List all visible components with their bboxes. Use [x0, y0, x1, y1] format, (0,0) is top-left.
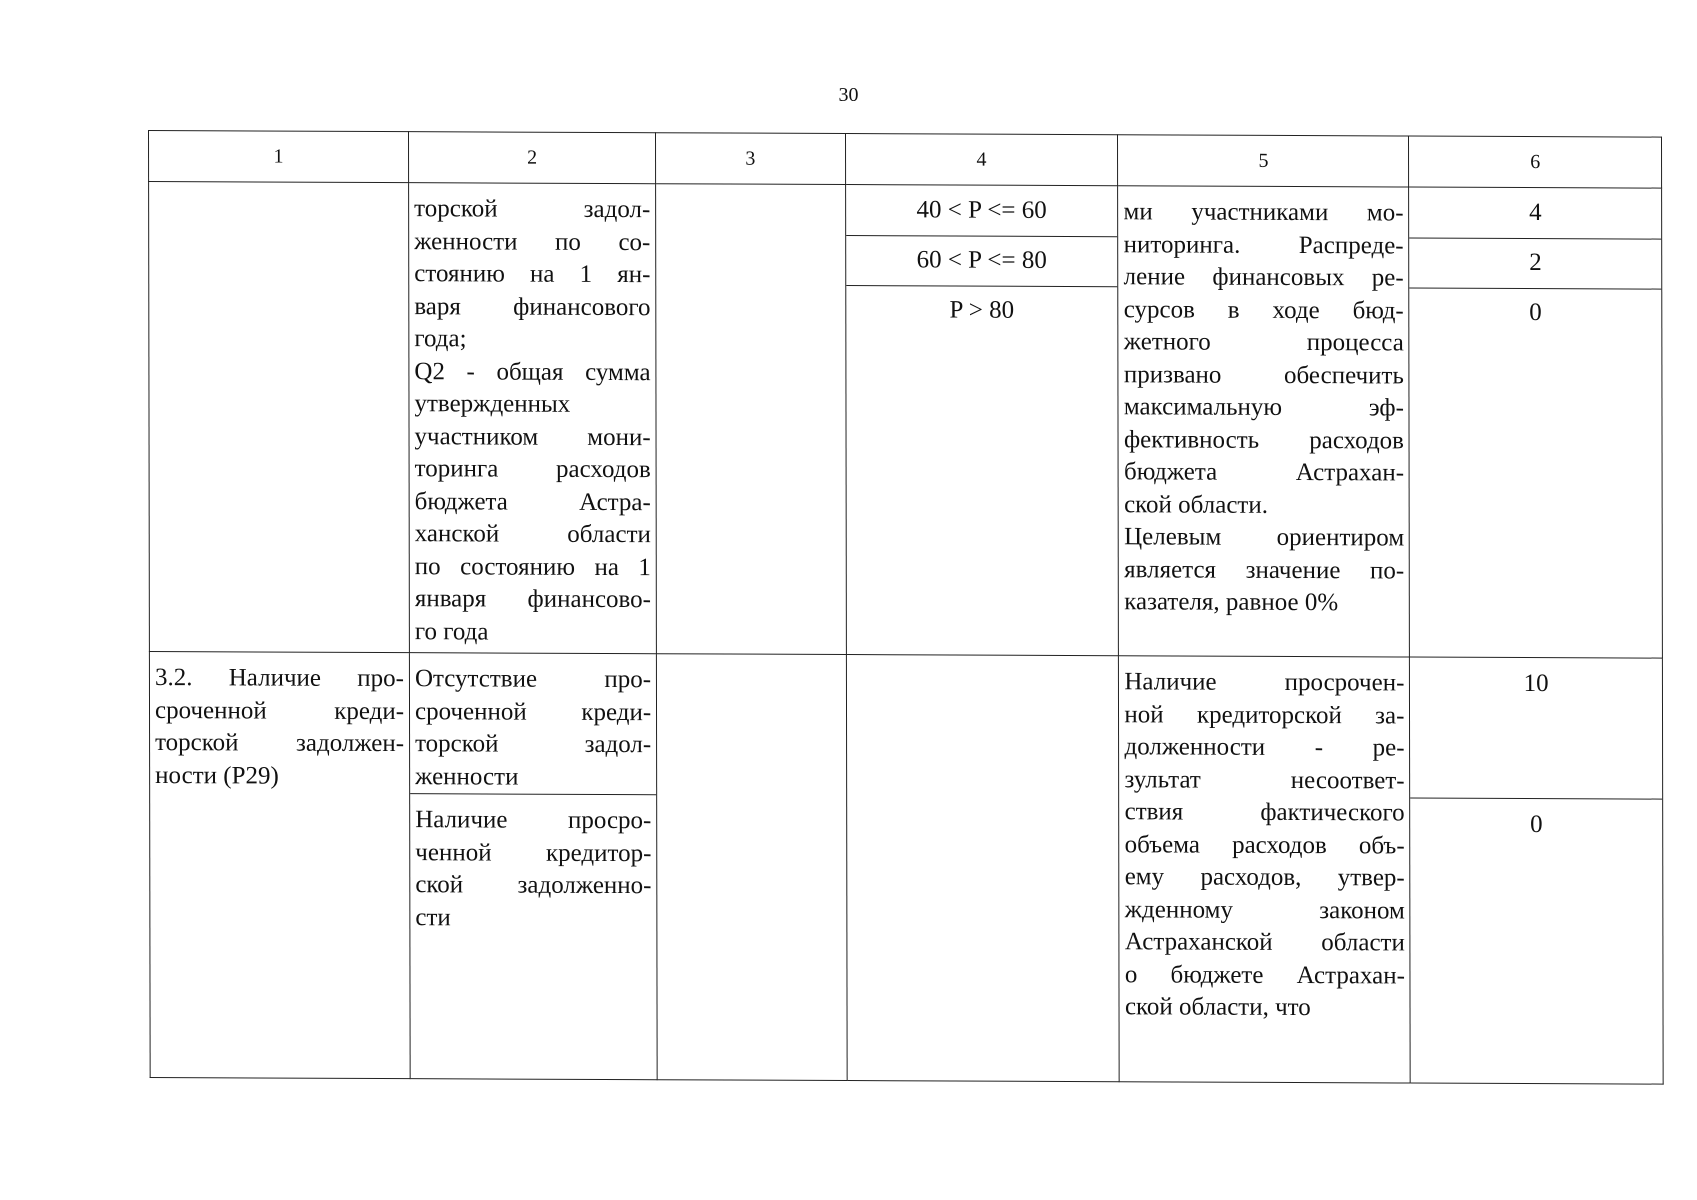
- text-line: бюджета Астрахан-: [1123, 458, 1405, 487]
- text-line: максимальную эф-: [1123, 393, 1404, 422]
- text-line: ности (P29): [155, 761, 279, 790]
- text-line: является значение по-: [1124, 555, 1405, 584]
- text-line: ской области.: [1124, 490, 1268, 519]
- scores-subtable: [1410, 188, 1662, 339]
- text-line: 3.2. Наличие про-: [154, 664, 404, 693]
- text-line: по состоянию на 1: [414, 552, 651, 581]
- text-line: жетного процесса: [1123, 328, 1404, 357]
- range-value: 60 < P <= 80: [846, 235, 1118, 286]
- range-value: P > 80: [949, 296, 1015, 324]
- text-line: ской задолженно-: [415, 871, 652, 900]
- text-line: казателя, равное 0%: [1124, 588, 1339, 617]
- row1-comment-cell: [1118, 186, 1410, 657]
- text-line: долженности - ре-: [1124, 733, 1405, 762]
- score-value: 2: [1410, 238, 1662, 289]
- row2-scores-cell: [1410, 657, 1663, 1084]
- text-line: торской задол-: [415, 730, 652, 759]
- header-cell-1: 1: [149, 131, 409, 183]
- header-cell-2: 2: [409, 132, 656, 184]
- row2-scores-subtable: [1410, 658, 1662, 1084]
- score-value: 10: [1410, 658, 1662, 799]
- row2-comment-cell: [1119, 656, 1411, 1083]
- text-line: го года: [414, 617, 489, 645]
- text-line: зультат несоответ-: [1124, 765, 1405, 794]
- text-line: призвано обеспечить: [1123, 360, 1404, 389]
- text-line: участником мони-: [414, 422, 651, 451]
- row1-col3-cell: [656, 184, 846, 655]
- row2-options-cell: [409, 653, 657, 1080]
- score-value: 4: [1410, 188, 1662, 239]
- text-line: варя финансового: [414, 292, 651, 321]
- text-line: ной кредиторской за-: [1124, 700, 1405, 729]
- options-subtable: [410, 653, 657, 1079]
- header-cell-3: 3: [656, 133, 845, 185]
- text-line: бюджета Астра-: [414, 487, 651, 516]
- row1-comment-text: [1123, 186, 1404, 620]
- text-line: сурсов в ходе бюд-: [1123, 295, 1404, 324]
- header-row: [149, 131, 1662, 189]
- text-line: женности по со-: [414, 227, 651, 256]
- ranges-subtable: [846, 185, 1118, 336]
- row1-scores-cell: [1409, 187, 1662, 658]
- row2-col4-cell: [846, 655, 1120, 1082]
- header-cell-4: 4: [845, 134, 1118, 186]
- row1-formula-text: [414, 183, 651, 649]
- page-number: 30: [838, 84, 859, 106]
- header-cell-5: 5: [1118, 135, 1409, 187]
- text-line: сти: [415, 903, 451, 931]
- text-line: сроченной креди-: [414, 697, 652, 726]
- row2-indicator-cell: [149, 652, 410, 1079]
- text-line: Астраханской области: [1124, 928, 1405, 957]
- option-present: [410, 794, 657, 1080]
- text-line: женности: [415, 762, 519, 791]
- text-line: ниторинга. Распреде-: [1123, 230, 1404, 259]
- text-line: Наличие просро-: [415, 806, 652, 835]
- option-absent-text: [415, 663, 651, 794]
- table-row: [149, 182, 1663, 659]
- text-line: торинга расходов: [414, 455, 651, 484]
- row2-indicator-text: [155, 652, 404, 793]
- text-line: Наличие просрочен-: [1124, 668, 1405, 697]
- text-line: ление финансовых ре-: [1123, 263, 1404, 292]
- header-cell-6: 6: [1409, 136, 1662, 188]
- option-present-text: [415, 804, 651, 935]
- row1-formula-cell: [409, 183, 657, 654]
- text-line: жденному законом: [1124, 895, 1405, 924]
- table-row: [149, 652, 1663, 1085]
- row1-indicator-cell: [149, 182, 410, 653]
- text-line: утвержденных: [414, 390, 571, 418]
- row1-ranges-cell: [845, 185, 1119, 656]
- criteria-table: [148, 130, 1664, 1085]
- text-line: стоянию на 1 ян-: [414, 260, 651, 289]
- score-value: 0: [1529, 299, 1542, 327]
- text-line: ему расходов, утвер-: [1124, 863, 1405, 892]
- option-absent: [410, 653, 656, 795]
- text-line: Q2 - общая сумма: [414, 357, 651, 386]
- text-line: фективность расходов: [1123, 425, 1404, 454]
- text-line: торской задолжен-: [155, 729, 405, 758]
- text-line: о бюджете Астрахан-: [1124, 960, 1405, 989]
- row2-col3-cell: [657, 654, 847, 1081]
- text-line: Целевым ориентиром: [1124, 523, 1405, 552]
- text-line: Отсутствие про-: [414, 665, 652, 694]
- row2-comment-text: [1124, 656, 1405, 1025]
- text-line: ханской области: [414, 520, 651, 549]
- text-line: торской задол-: [414, 195, 651, 224]
- text-line: января финансово-: [414, 585, 652, 614]
- range-value: 40 < P <= 60: [846, 185, 1118, 236]
- text-line: объема расходов объ-: [1124, 830, 1405, 859]
- text-line: сроченной креди-: [154, 696, 405, 725]
- text-line: ствия фактического: [1124, 798, 1405, 827]
- text-line: ской области, что: [1124, 993, 1311, 1022]
- text-line: ми участниками мо-: [1123, 198, 1404, 227]
- text-line: ченной кредитор-: [415, 838, 652, 867]
- text-line: года;: [414, 325, 467, 353]
- score-value: 0: [1530, 810, 1543, 838]
